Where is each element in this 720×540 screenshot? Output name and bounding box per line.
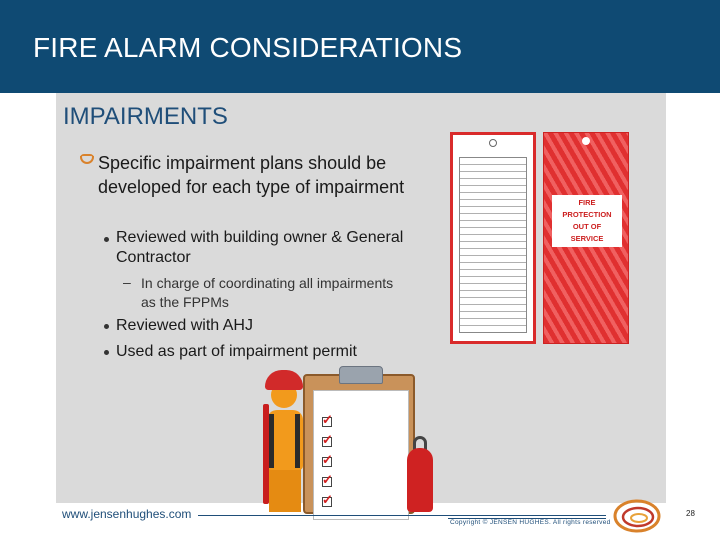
tag-label-line: PROTECTION xyxy=(562,210,612,219)
pen-icon xyxy=(263,404,269,504)
tag-label-line: FIRE xyxy=(578,198,596,207)
worker-legs xyxy=(269,468,301,512)
hard-hat-icon xyxy=(265,370,303,390)
impairment-tag-form-image xyxy=(450,132,536,344)
worker-strap xyxy=(269,414,274,468)
checkbox-checked-icon xyxy=(322,477,332,487)
page-number: 28 xyxy=(686,509,695,518)
tag-label-line: SERVICE xyxy=(570,234,604,243)
tag-label-box xyxy=(552,195,622,247)
checklist-paper xyxy=(313,390,409,520)
company-logo-icon xyxy=(612,496,662,536)
checkbox-checked-icon xyxy=(322,437,332,447)
checkbox-checked-icon xyxy=(322,457,332,467)
bullet-dot-icon xyxy=(104,324,109,329)
worker-clipboard-illustration xyxy=(255,362,440,512)
main-bullet: Specific impairment plans should be developed for each type of impairment xyxy=(98,153,405,197)
footer-divider xyxy=(198,515,606,516)
clipboard-icon xyxy=(303,374,415,514)
tag-hole xyxy=(489,139,497,147)
impairment-tag-red-image xyxy=(543,132,629,344)
sub-bullet-2: Reviewed with AHJ xyxy=(116,317,253,334)
sub-bullet-1: Reviewed with building owner & General Contractor xyxy=(116,229,404,266)
slide-subtitle: IMPAIRMENTS xyxy=(63,103,228,130)
checkbox-checked-icon xyxy=(322,417,332,427)
fire-extinguisher-icon xyxy=(407,448,433,512)
dash-marker: – xyxy=(123,274,131,290)
sub-bullet-3: Used as part of impairment permit xyxy=(116,343,357,360)
checkbox-checked-icon xyxy=(322,497,332,507)
clipboard-clip xyxy=(339,366,383,384)
tag-label-line: OUT OF xyxy=(572,222,602,231)
bullet-dot-icon xyxy=(104,237,109,242)
footer-copyright: Copyright © JENSEN HUGHES. All rights reserved xyxy=(450,519,611,526)
footer-url: www.jensenhughes.com xyxy=(62,507,192,521)
tag-form-lines xyxy=(459,157,527,333)
tag-hole xyxy=(582,137,590,145)
bullet-dot-icon xyxy=(104,350,109,355)
sub-sub-bullet: In charge of coordinating all impairments as the FPPMs xyxy=(141,275,394,310)
slide-header-title: FIRE ALARM CONSIDERATIONS xyxy=(33,32,463,63)
worker-strap xyxy=(295,414,300,468)
